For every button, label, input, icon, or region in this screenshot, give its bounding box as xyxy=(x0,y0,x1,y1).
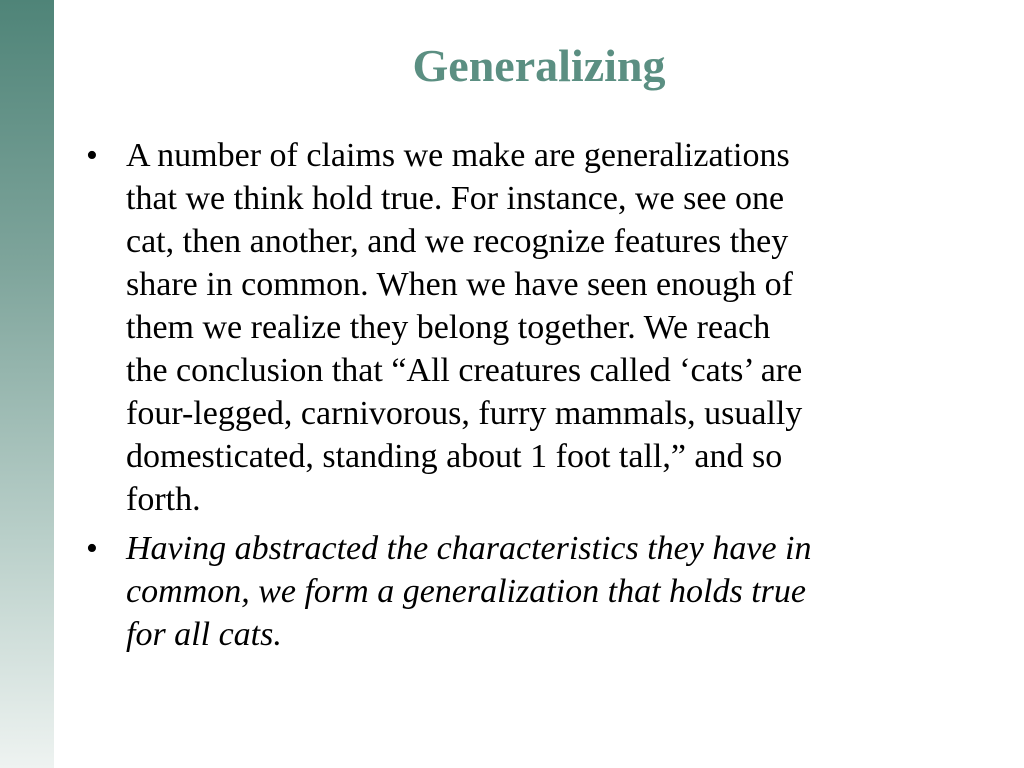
bullet-mark: • xyxy=(86,530,98,567)
text-line: cat, then another, and we recognize features they xyxy=(126,223,789,260)
text-line: four-legged, carnivorous, furry mammals, usually xyxy=(126,395,803,432)
bullet-list xyxy=(86,134,936,662)
text-line: for all cats. xyxy=(126,616,282,653)
text-line: common, we form a generalization that holds true xyxy=(126,573,806,610)
bullet-1-text xyxy=(126,134,936,521)
bullet-item-2 xyxy=(86,527,936,656)
text-line: them we realize they belong together. We reach xyxy=(126,309,771,346)
slide-title: Generalizing xyxy=(412,40,666,91)
text-line: forth. xyxy=(126,481,201,518)
bullet-2-text xyxy=(126,527,936,656)
bullet-mark: • xyxy=(86,137,98,174)
text-line: the conclusion that “All creatures called ‘cats’ are xyxy=(126,352,803,389)
decorative-side-bar xyxy=(0,0,54,768)
text-line: A number of claims we make are generalizations xyxy=(126,137,790,174)
bullet-item-1 xyxy=(86,134,936,521)
text-line: Having abstracted the characteristics they have in xyxy=(126,530,812,567)
text-line: share in common. When we have seen enough of xyxy=(126,266,793,303)
text-line: that we think hold true. For instance, we see one xyxy=(126,180,785,217)
text-line: domesticated, standing about 1 foot tall,” and so xyxy=(126,438,783,475)
